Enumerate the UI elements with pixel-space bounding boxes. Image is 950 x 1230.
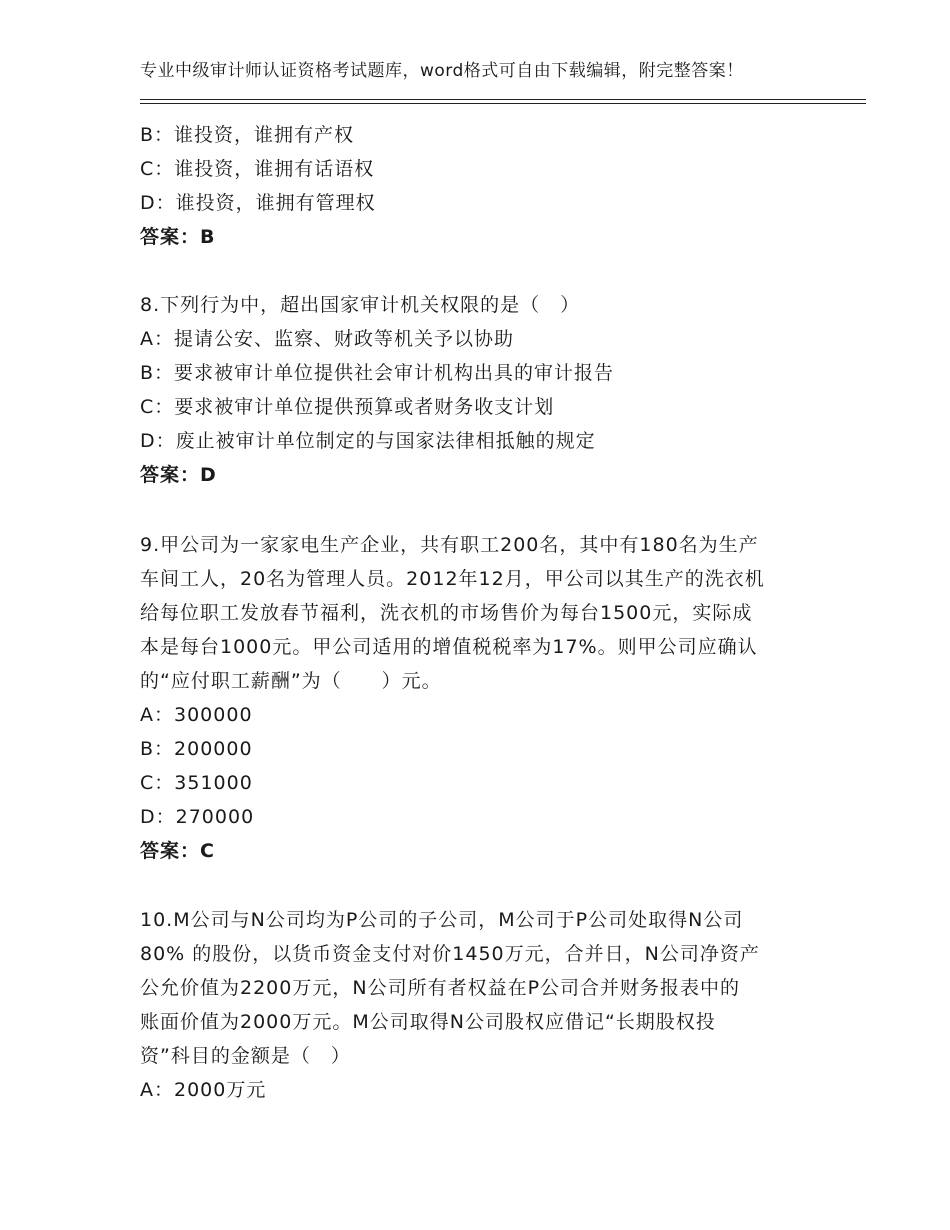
q9-stem-line: 车间工人，20名为管理人员。2012年12月，甲公司以其生产的洗衣机 (140, 568, 765, 590)
q10-option-a: A：2000万元 (140, 1079, 267, 1101)
q8-stem: 8.下列行为中，超出国家审计机关权限的是（ ） (140, 294, 581, 316)
q8-option-b: B：要求被审计单位提供社会审计机构出具的审计报告 (140, 362, 615, 384)
page-header: 专业中级审计师认证资格考试题库，word格式可自由下载编辑，附完整答案！ (140, 61, 744, 81)
q8-option-c: C：要求被审计单位提供预算或者财务收支计划 (140, 396, 555, 418)
q10-stem-line: 10.M公司与N公司均为P公司的子公司，M公司于P公司处取得N公司 (140, 909, 744, 931)
q9-option-b: B：200000 (140, 738, 253, 760)
q10-stem-line: 80% 的股份，以货币资金支付对价1450万元，合并日，N公司净资产 (140, 943, 760, 965)
q9-answer: 答案：C (140, 840, 215, 862)
q10-stem-line: 账面价值为2000万元。M公司取得N公司股权应借记“长期股权投 (140, 1011, 716, 1033)
q9-option-a: A：300000 (140, 704, 253, 726)
q8-option-a: A：提请公安、监察、财政等机关予以协助 (140, 328, 514, 350)
q8-option-d: D：废止被审计单位制定的与国家法律相抵触的规定 (140, 430, 596, 452)
header-rule-thin (140, 103, 866, 104)
q7-option-b: B：谁投资，谁拥有产权 (140, 124, 355, 146)
q9-stem-line: 9.甲公司为一家家电生产企业，共有职工200名，其中有180名为生产 (140, 534, 759, 556)
q9-stem-line: 本是每台1000元。甲公司适用的增值税税率为17%。则甲公司应确认 (140, 636, 758, 658)
q8-answer: 答案：D (140, 464, 217, 486)
q7-answer: 答案：B (140, 226, 216, 248)
header-rule-thick (140, 99, 866, 100)
q9-option-c: C：351000 (140, 772, 253, 794)
q7-option-d: D：谁投资，谁拥有管理权 (140, 192, 376, 214)
q9-option-d: D：270000 (140, 806, 255, 828)
q10-stem-line: 资”科目的金额是（ ） (140, 1045, 351, 1067)
q7-option-c: C：谁投资，谁拥有话语权 (140, 158, 375, 180)
q9-stem-line: 给每位职工发放春节福利，洗衣机的市场售价为每台1500元，实际成 (140, 602, 753, 624)
q10-stem-line: 公允价值为2200万元，N公司所有者权益在P公司合并财务报表中的 (140, 977, 741, 999)
q9-stem-line: 的“应付职工薪酬”为（ ）元。 (140, 670, 442, 692)
